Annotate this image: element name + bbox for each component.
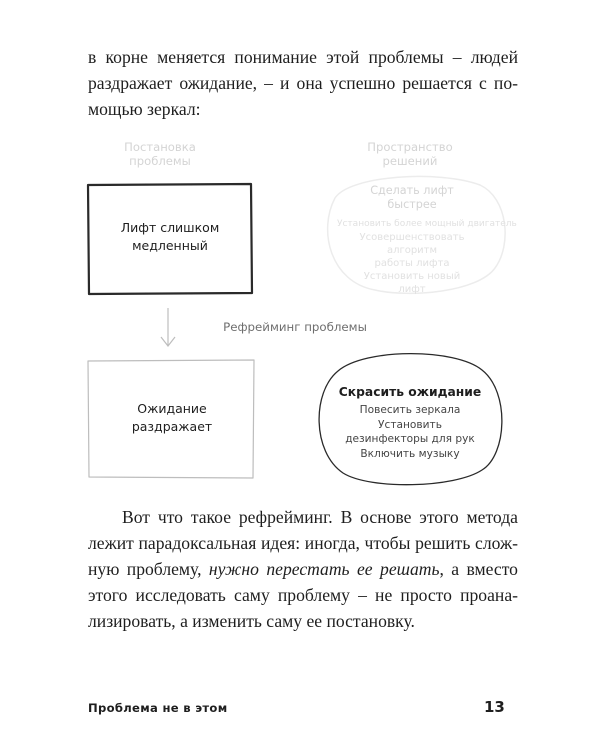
new-solution-list: [330, 403, 490, 461]
new-problem-line-2: раздражает: [131, 419, 213, 434]
reframing-label: Рефрейминг проблемы: [223, 320, 367, 334]
solutions-header-line-2: решений: [382, 154, 438, 168]
body-line-3-end: , а вместо: [439, 559, 518, 579]
original-solution-item: Установить новый: [363, 271, 461, 282]
original-problem-line-2: медленный: [132, 238, 208, 253]
page-number: 13: [484, 698, 505, 716]
new-solution-item: Установить: [378, 418, 442, 431]
original-solution-title-line-1: Сделать лифт: [370, 184, 454, 197]
original-solution-item: Установить более мощный двигатель: [337, 219, 517, 229]
intro-line-2: раздражает ожидание, – и она успешно решается с по-: [88, 73, 518, 93]
body-line-1: Вот что такое рефрейминг. В основе этого метода: [122, 507, 518, 527]
intro-line-1: в корне меняется понимание этой проблемы – людей: [88, 47, 518, 67]
original-solution-item: Усовершенствовать алгоритм: [359, 232, 465, 256]
solutions-header: [350, 140, 470, 168]
body-line-3: [88, 556, 518, 582]
new-problem-text: [92, 400, 252, 436]
body-line-2: лежит парадоксальная идея: иногда, чтобы решить слож-: [88, 533, 518, 553]
original-solution-title: [352, 184, 472, 212]
solutions-header-line-1: Пространство: [367, 140, 453, 154]
original-problem-line-1: Лифт слишком: [120, 220, 220, 235]
original-solution-list: [337, 218, 517, 296]
new-solution-item: дезинфекторы для рук: [345, 433, 475, 445]
intro-line-3: мощью зеркал:: [88, 99, 201, 119]
new-problem-line-1: Ожидание: [137, 401, 207, 416]
body-line-3-start: ную проблему,: [88, 559, 209, 579]
new-solution-title: Скрасить ожидание: [338, 385, 482, 399]
body-emphasis: нужно перестать ее решать: [208, 559, 440, 579]
body-paragraph: [88, 504, 518, 634]
original-solution-title-line-2: быстрее: [387, 198, 437, 211]
new-solution-item: Включить музыку: [360, 447, 460, 460]
body-line-4: этого исследовать саму проблему – не просто проана-: [88, 585, 518, 605]
problem-header-line-2: проблемы: [129, 154, 191, 168]
original-solution-item: работы лифта: [374, 258, 450, 269]
body-line-5: лизировать, а изменить саму ее постановку.: [88, 611, 415, 631]
problem-header-line-1: Постановка: [124, 140, 196, 154]
original-solution-item: лифт: [398, 284, 426, 295]
problem-header: [100, 140, 220, 168]
new-solution-item: Повесить зеркала: [359, 404, 461, 416]
running-footer-title: Проблема не в этом: [88, 701, 228, 715]
original-problem-text: [90, 219, 250, 255]
